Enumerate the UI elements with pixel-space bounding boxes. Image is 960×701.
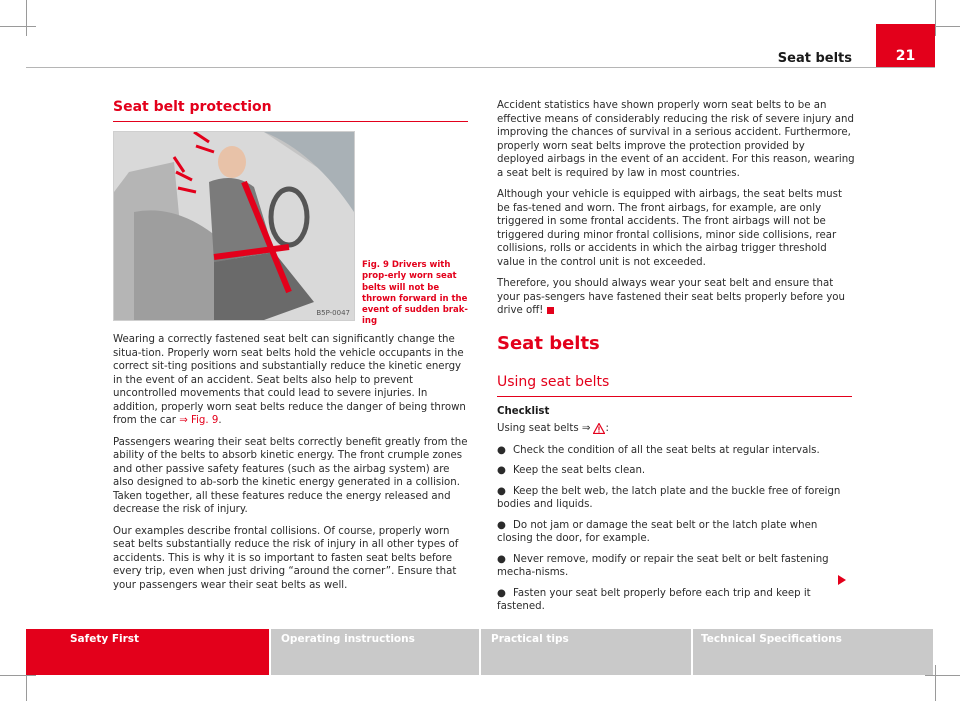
page-number: 21 bbox=[895, 48, 916, 64]
checklist-title: Checklist bbox=[497, 406, 550, 417]
running-head: Seat belts bbox=[777, 51, 852, 66]
punctuation: . bbox=[218, 415, 222, 426]
tab-label: Operating instructions bbox=[281, 633, 415, 645]
list-item-text: Never remove, modify or repair the seat belt or belt fastening mecha-nisms. bbox=[497, 553, 829, 578]
left-body bbox=[113, 333, 473, 600]
driver-illustration bbox=[114, 132, 354, 320]
bullet: ● bbox=[497, 587, 506, 599]
subsection-heading: Using seat belts bbox=[497, 374, 852, 397]
list-item bbox=[497, 519, 855, 546]
paragraph: Our examples describe frontal collisions. Of course, properly worn seat belts substantially reduce the risk of injury in all other types of accidents. This is why it is so important to fasten seat belts before every trip, even when just driving “around the corner”. Ensure that your passengers wear their seat belts as well. bbox=[113, 525, 459, 591]
list-item bbox=[497, 464, 855, 478]
section-title: Seat belt protection bbox=[113, 99, 468, 122]
page-number-box bbox=[876, 24, 935, 68]
tab-technical-specifications[interactable] bbox=[693, 629, 933, 675]
figure-seatbelt-driver bbox=[113, 131, 355, 321]
bullet: ● bbox=[497, 553, 506, 565]
paragraph: Although your vehicle is equipped with airbags, the seat belts must be fas-tened and worn. The front airbags, for example, are only triggered in some frontal accidents. The front airbags will not be triggered during minor frontal collisions, minor side collisions, rear collisions, rolls or accidents in which the airbag trigger threshold value in the control unit is not exceeded. bbox=[497, 189, 842, 268]
list-item-text: Do not jam or damage the seat belt or the latch plate when closing the door, for example. bbox=[497, 519, 818, 544]
paragraph-text: Wearing a correctly fastened seat belt can significantly change the situa-tion. Properly worn seat belts hold the vehicle occupants in the correct sit-ting positions and substantially reduce the kinetic energy in the event of an accident. Seat belts also help to prevent uncontrolled movements that could lead to severe injuries. In addition, properly worn seat belts reduce the danger of being thrown from the car bbox=[113, 334, 466, 426]
paragraph: Passengers wearing their seat belts correctly benefit greatly from the ability of the belts to absorb kinetic energy. The front crumple zones and other passive safety features (such as the airbag system) are also designed to ab-sorb the kinetic energy generated in a collision. Taken together, all these features reduce the energy released and decrease the risk of injury. bbox=[113, 436, 468, 515]
tab-label: Technical Specifications bbox=[701, 633, 842, 645]
continue-arrow-icon bbox=[838, 575, 846, 585]
warning-icon[interactable] bbox=[593, 423, 605, 434]
list-item-text: Keep the seat belts clean. bbox=[513, 465, 646, 476]
checklist-intro bbox=[497, 422, 855, 436]
checklist-intro-text: Using seat belts ⇒ bbox=[497, 423, 591, 434]
punctuation: : bbox=[605, 423, 609, 434]
crop-mark bbox=[935, 665, 936, 701]
figure-reference-link[interactable]: ⇒ Fig. 9 bbox=[179, 415, 219, 426]
paragraph bbox=[113, 333, 473, 428]
checklist-items bbox=[497, 444, 855, 614]
list-item bbox=[497, 587, 855, 614]
list-item bbox=[497, 485, 855, 512]
tab-label: Practical tips bbox=[491, 633, 569, 645]
chapter-heading: Seat belts bbox=[497, 333, 600, 354]
list-item-text: Check the condition of all the seat belts at regular intervals. bbox=[513, 444, 820, 456]
header-rule bbox=[26, 67, 935, 68]
paragraph: Accident statistics have shown properly worn seat belts to be an effective means of considerably reducing the risk of severe injury and improving the chances of survival in a serious accident. Furthermore, properly worn seat belts improve the protection provided by deployed airbags in the event of an accident. For this reason, wearing a seat belt is required by law in most countries. bbox=[497, 100, 855, 179]
figure-code: B5P-0047 bbox=[316, 309, 350, 317]
crop-mark bbox=[26, 0, 27, 36]
list-item bbox=[497, 444, 855, 458]
tab-label: Safety First bbox=[70, 633, 140, 645]
tab-safety-first[interactable] bbox=[26, 629, 269, 675]
paragraph-text: Therefore, you should always wear your seat belt and ensure that your pas-sengers have fastened their seat belts properly before you drive off! bbox=[497, 278, 845, 316]
footer-navigation bbox=[26, 629, 935, 675]
list-item-text: Keep the belt web, the latch plate and the buckle free of foreign bodies and liquids. bbox=[497, 485, 841, 510]
bullet: ● bbox=[497, 519, 506, 531]
crop-mark bbox=[935, 0, 936, 36]
right-body bbox=[497, 99, 855, 326]
list-item-text: Fasten your seat belt properly before each trip and keep it fastened. bbox=[497, 587, 811, 612]
tab-practical-tips[interactable] bbox=[481, 629, 691, 675]
section-end-icon bbox=[547, 307, 554, 314]
paragraph bbox=[497, 277, 855, 318]
bullet: ● bbox=[497, 444, 506, 456]
figure-caption: Fig. 9 Drivers with prop-erly worn seat belts will not be thrown forward in the event of sudden brak-ing bbox=[362, 260, 468, 327]
list-item bbox=[497, 553, 855, 580]
tab-operating-instructions[interactable] bbox=[271, 629, 479, 675]
checklist bbox=[497, 406, 855, 621]
crop-mark bbox=[0, 675, 36, 676]
bullet: ● bbox=[497, 465, 506, 476]
crop-mark bbox=[0, 26, 36, 27]
bullet: ● bbox=[497, 485, 506, 497]
crop-mark bbox=[925, 675, 960, 676]
